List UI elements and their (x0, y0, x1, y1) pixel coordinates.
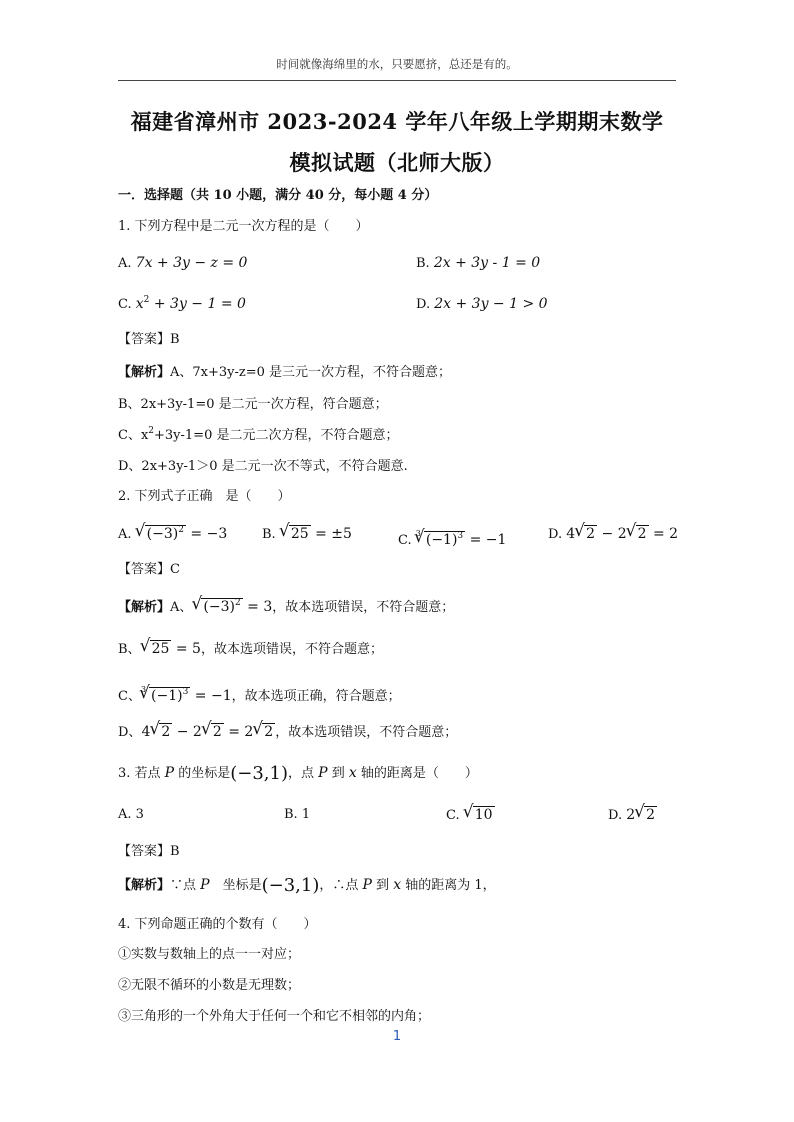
q3-an-pre: ∵点 (170, 878, 201, 893)
q1-d-label: D. (416, 297, 431, 312)
q1-answer: 【答案】B (118, 332, 180, 347)
header-motto: 时间就像海绵里的水，只要愿挤，总还是有的。 (276, 57, 518, 71)
q2-b-sqrt (280, 525, 311, 543)
q2-c-in: (−1) (425, 532, 458, 548)
q2-an-d-sqrt2 (202, 723, 224, 741)
q1-b-expr: 2x + 3y - 1 = 0 (433, 255, 541, 271)
q3-stem-mid2: ，点 (288, 766, 319, 781)
q3-stem-pre: 3. 若点 (118, 766, 165, 781)
q1-c-base: x (135, 296, 144, 312)
q2-d-r2: 2 (637, 526, 647, 542)
q3-d-in: 2 (646, 807, 656, 823)
q2-d-rhs: = 2 (648, 526, 679, 542)
q2-stem: 2. 下列式子正确 是（ ） (118, 489, 291, 504)
q1-analysis-tag: 【解析】 (118, 365, 171, 380)
q3-c-sqrt (464, 806, 495, 824)
q3-an-mid2: ，∴点 (319, 878, 363, 893)
q2-an-b-in: 25 (151, 641, 170, 657)
q2-an-b-sqrt (141, 640, 172, 658)
q3-stem-post: 轴的距离是（ ） (356, 766, 478, 781)
q1-analysis-c-exp: 2 (148, 426, 155, 436)
q2-an-d-c1: 4 (141, 724, 151, 740)
q1-analysis-c-pre: C、x (118, 428, 149, 443)
q2-an-b-post: ，故本选项错误，不符合题意； (200, 642, 383, 657)
q4-item-3: ③三角形的一个外角大于任何一个和它不相邻的内角； (118, 1009, 431, 1024)
q3-stem-p: P (164, 765, 175, 781)
q2-an-c-exp: 3 (182, 687, 189, 697)
q2-analysis-tag: 【解析】 (118, 600, 171, 615)
q2-d-sqrt2 (627, 525, 649, 543)
q2-answer: 【答案】C (118, 562, 180, 577)
q2-an-d-r2: 2 (212, 724, 222, 740)
q2-analysis-c (118, 681, 401, 706)
q2-an-c-index: 3 (140, 685, 147, 694)
q2-an-c-post: ，故本选项正确，符合题意； (231, 689, 401, 704)
q2-an-a-post: ，故本选项错误，不符合题意； (272, 600, 455, 615)
q2-d-c1: 4 (566, 526, 576, 542)
q2-option-d (548, 525, 678, 544)
q2-an-c-pre: C、 (118, 689, 141, 704)
q2-an-b-rhs: = 5 (171, 641, 201, 657)
q2-option-b (262, 525, 352, 544)
q1-b-label: B. (416, 256, 430, 271)
q3-stem-mid: 的坐标是 (174, 766, 231, 781)
header-rule (118, 80, 676, 81)
q2-b-rhs: = ±5 (310, 526, 352, 542)
q1-analysis-d: D、2x+3y-1＞0 是二元一次不等式，不符合题意. (118, 459, 408, 474)
doc-title-line2: 模拟试题（北师大版） (289, 150, 505, 175)
q3-analysis (118, 876, 496, 895)
q2-d-sqrt1 (575, 525, 597, 543)
q3-an-x: x (393, 877, 402, 893)
q3-option-d (608, 806, 657, 825)
q2-c-label: C. (398, 533, 412, 548)
q1-option-b (416, 254, 540, 273)
q1-c-rest: + 3y − 1 = 0 (149, 296, 246, 312)
q3-an-p: P (200, 877, 210, 893)
section-heading: 一．选择题（共 10 小题，满分 40 分，每小题 4 分） (118, 188, 438, 203)
q3-c-label: C. (446, 808, 460, 823)
q1-stem: 1. 下列方程中是二元一次方程的是（ ） (118, 219, 369, 234)
q2-an-b-pre: B、 (118, 642, 141, 657)
q2-an-d-eq: = 2 (223, 724, 254, 740)
q2-an-d-mid: − 2 (172, 724, 202, 740)
q2-an-a-pre: A、 (170, 600, 193, 615)
q1-d-expr: 2x + 3y − 1 > 0 (434, 296, 548, 312)
q2-c-cbrt (415, 531, 465, 549)
q2-option-a (118, 525, 227, 544)
q3-stem-p2: P (318, 765, 328, 781)
q3-an-mid3: 到 (371, 878, 394, 893)
q3-d-sqrt (635, 806, 657, 824)
q1-a-expr: 7x + 3y − z = 0 (135, 255, 248, 271)
q2-analysis-b (118, 640, 383, 659)
q3-analysis-tag: 【解析】 (118, 878, 171, 893)
q2-analysis-a (118, 598, 454, 617)
q2-c-exp: 3 (457, 531, 464, 541)
q2-an-a-sqrt (192, 598, 242, 616)
q1-analysis-a-text: A、7x+3y-z=0 是三元一次方程，不符合题意； (170, 365, 452, 380)
q2-d-label: D. (548, 527, 563, 542)
q3-an-mid: 坐标是 (209, 878, 262, 893)
q2-an-d-sqrt1 (150, 723, 172, 741)
q3-d-c: 2 (626, 807, 636, 823)
q3-option-a: A. 3 (118, 807, 144, 822)
q2-a-in: (−3) (146, 526, 179, 542)
q2-d-r1: 2 (586, 526, 596, 542)
q3-stem (118, 764, 478, 783)
q2-a-rhs: = −3 (185, 526, 228, 542)
q2-an-a-in: (−3) (203, 599, 235, 615)
q2-an-a-rhs: = 3 (242, 599, 273, 615)
page-number: 1 (392, 1029, 402, 1044)
q2-analysis-d (118, 723, 457, 742)
q2-a-sqrt (136, 525, 186, 543)
q1-analysis-c (118, 427, 398, 445)
q3-c-in: 10 (474, 807, 493, 823)
q2-an-c-rhs: = −1 (190, 688, 232, 704)
q2-c-rhs: = −1 (465, 532, 507, 548)
q1-analysis-b: B、2x+3y-1=0 是二元一次方程，符合题意； (118, 397, 388, 412)
q3-an-p2: P (362, 877, 372, 893)
q2-b-in: 25 (290, 526, 309, 542)
q2-an-d-r1: 2 (161, 724, 171, 740)
q3-answer: 【答案】B (118, 844, 180, 859)
q2-an-c-cbrt (140, 687, 190, 705)
q2-b-label: B. (262, 527, 276, 542)
q2-c-index: 3 (415, 529, 421, 538)
q3-d-label: D. (608, 808, 623, 823)
q1-analysis-c-post: +3y-1=0 是二元二次方程，不符合题意； (154, 428, 399, 443)
q2-an-c-in: (−1) (151, 688, 183, 704)
q3-stem-coord: (−3,1) (230, 763, 288, 784)
q4-item-2: ②无限不循环的小数是无理数； (118, 978, 301, 993)
q4-stem: 4. 下列命题正确的个数有（ ） (118, 917, 317, 932)
q2-a-label: A. (118, 527, 132, 542)
q1-a-label: A. (118, 256, 132, 271)
q3-stem-x: x (348, 765, 357, 781)
q2-an-d-post: ，故本选项错误，不符合题意； (275, 725, 458, 740)
q3-stem-mid3: 到 (327, 766, 349, 781)
q2-d-mid: − 2 (597, 526, 627, 542)
q1-option-a (118, 254, 247, 273)
q2-a-exp: 2 (178, 525, 184, 535)
q2-an-a-exp: 2 (234, 598, 241, 608)
q1-option-d (416, 295, 548, 314)
q3-option-c (446, 806, 495, 825)
q3-an-post: 轴的距离为 1， (401, 878, 496, 893)
q1-c-exp: 2 (143, 295, 150, 305)
q2-an-d-pre: D、 (118, 725, 142, 740)
q3-option-b: B. 1 (284, 807, 311, 822)
q2-option-c (398, 525, 506, 550)
q3-an-coord: (−3,1) (261, 875, 320, 896)
q4-item-1: ①实数与数轴上的点一一对应； (118, 947, 301, 962)
q2-an-d-sqrt3 (253, 723, 275, 741)
doc-title-line1: 福建省漳州市 2023-2024 学年八年级上学期期末数学 (130, 109, 664, 134)
q1-analysis-a (118, 364, 451, 382)
q1-option-c (118, 295, 246, 314)
q2-an-d-r3: 2 (264, 724, 274, 740)
q1-c-label: C. (118, 297, 132, 312)
